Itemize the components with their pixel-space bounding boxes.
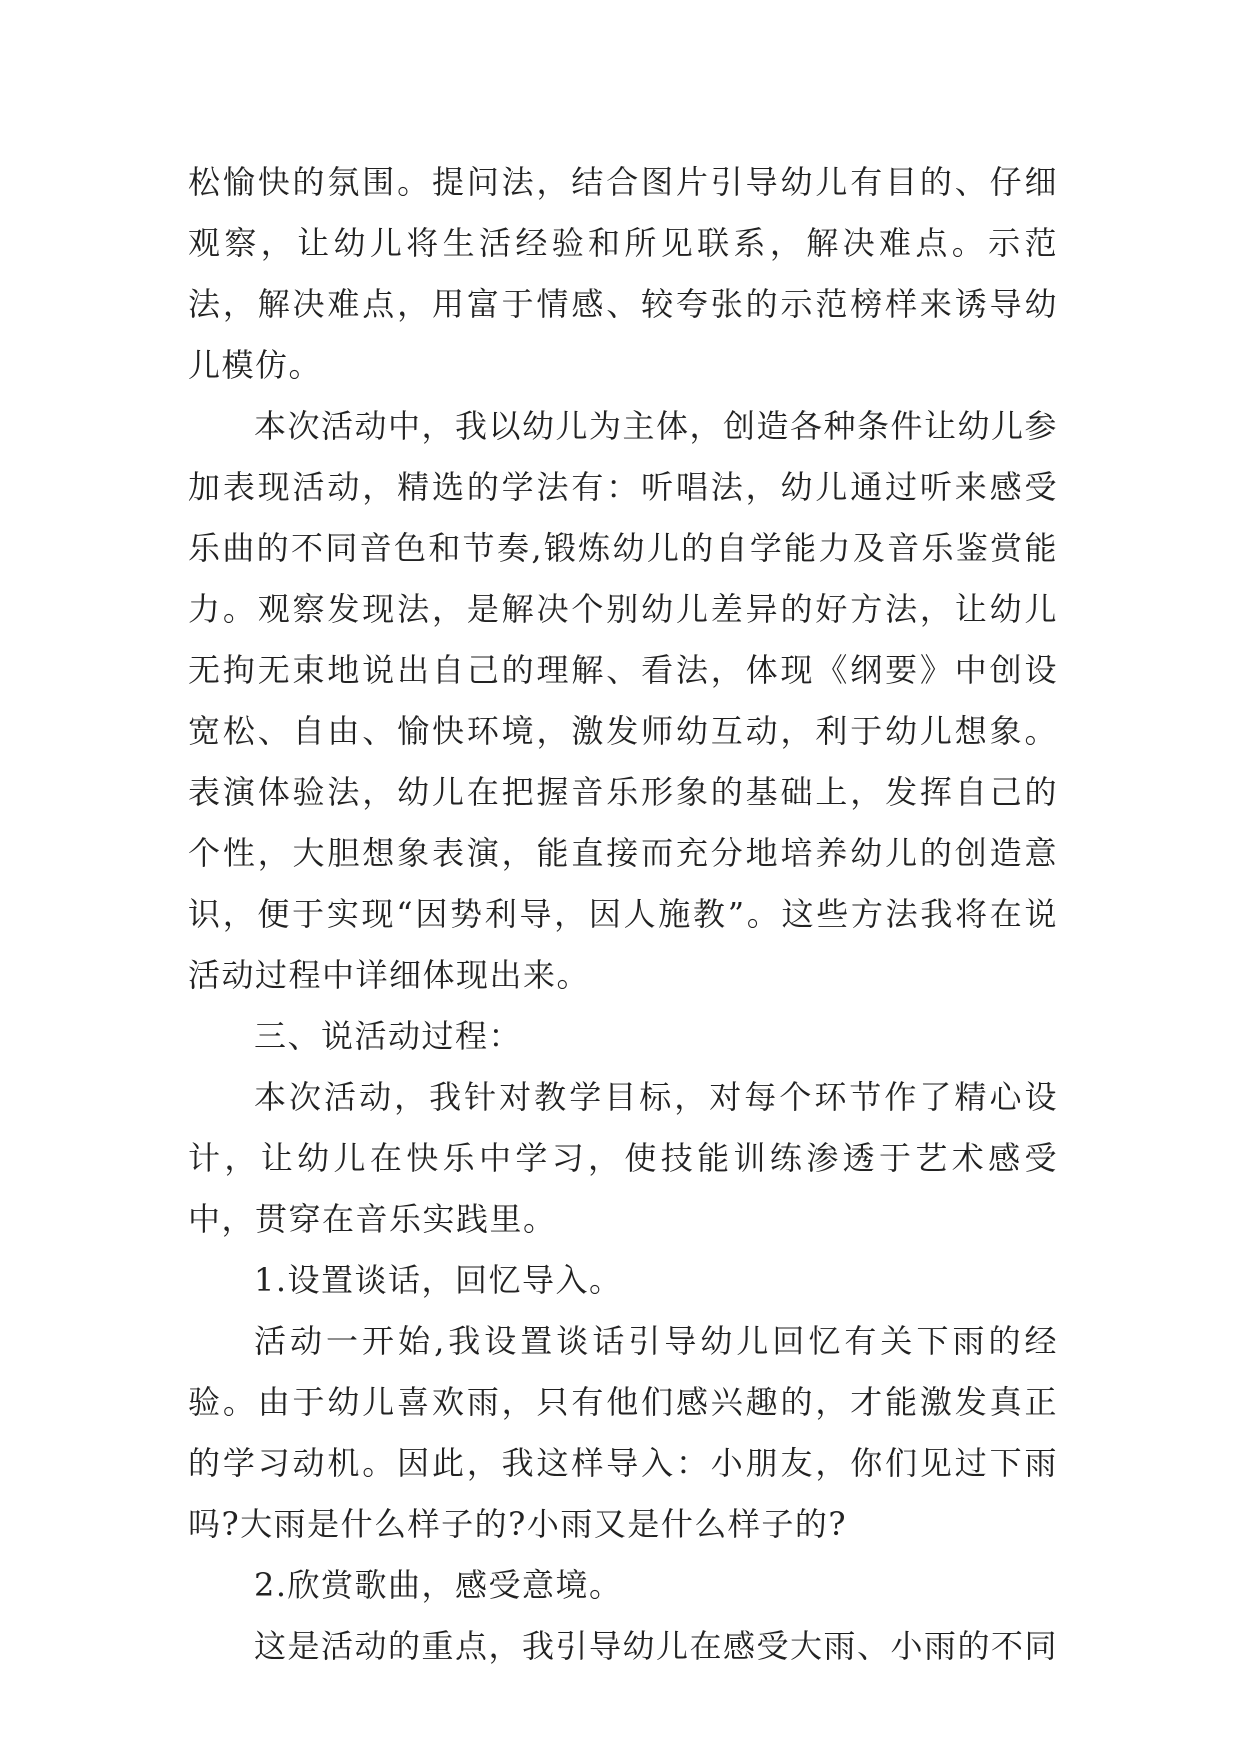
- paragraph-step-2: 这是活动的重点，我引导幼儿在感受大雨、小雨的不同: [254, 1627, 1059, 1665]
- document-page: [188, 152, 1058, 1677]
- paragraph-activity-overview: 本次活动，我针对教学目标，对每个环节作了精心设计，让幼儿在快乐中学习，使技能训练渗透于艺术感受中，贯穿在音乐实践里。: [188, 1078, 1058, 1238]
- step-heading-2: 2.欣赏歌曲，感受意境。: [254, 1566, 623, 1604]
- section-heading-activity-process: 三、说活动过程：: [254, 1017, 523, 1055]
- paragraph-step-1: 活动一开始,我设置谈话引导幼儿回忆有关下雨的经验。由于幼儿喜欢雨，只有他们感兴趣的，才能激发真正的学习动机。因此，我这样导入：小朋友，你们见过下雨吗?大雨是什么样子的?小雨又是什么样子的?: [188, 1322, 1058, 1543]
- paragraph-teaching-methods: 松愉快的氛围。提问法，结合图片引导幼儿有目的、仔细观察，让幼儿将生活经验和所见联系，解决难点。示范法，解决难点，用富于情感、较夸张的示范榜样来诱导幼儿模仿。: [188, 163, 1058, 384]
- paragraph-learning-methods: 本次活动中，我以幼儿为主体，创造各种条件让幼儿参加表现活动，精选的学法有：听唱法，幼儿通过听来感受乐曲的不同音色和节奏,锻炼幼儿的自学能力及音乐鉴赏能力。观察发现法，是解决个别幼儿差异的好方法，让幼儿无拘无束地说出自己的理解、看法，体现《纲要》中创设宽松、自由、愉快环境，激发师幼互动，利于幼儿想象。表演体验法，幼儿在把握音乐形象的基础上，发挥自己的个性，大胆想象表演，能直接而充分地培养幼儿的创造意识，便于实现“因势利导，因人施教”。这些方法我将在说活动过程中详细体现出来。: [188, 407, 1059, 994]
- step-heading-1: 1.设置谈话，回忆导入。: [254, 1261, 623, 1299]
